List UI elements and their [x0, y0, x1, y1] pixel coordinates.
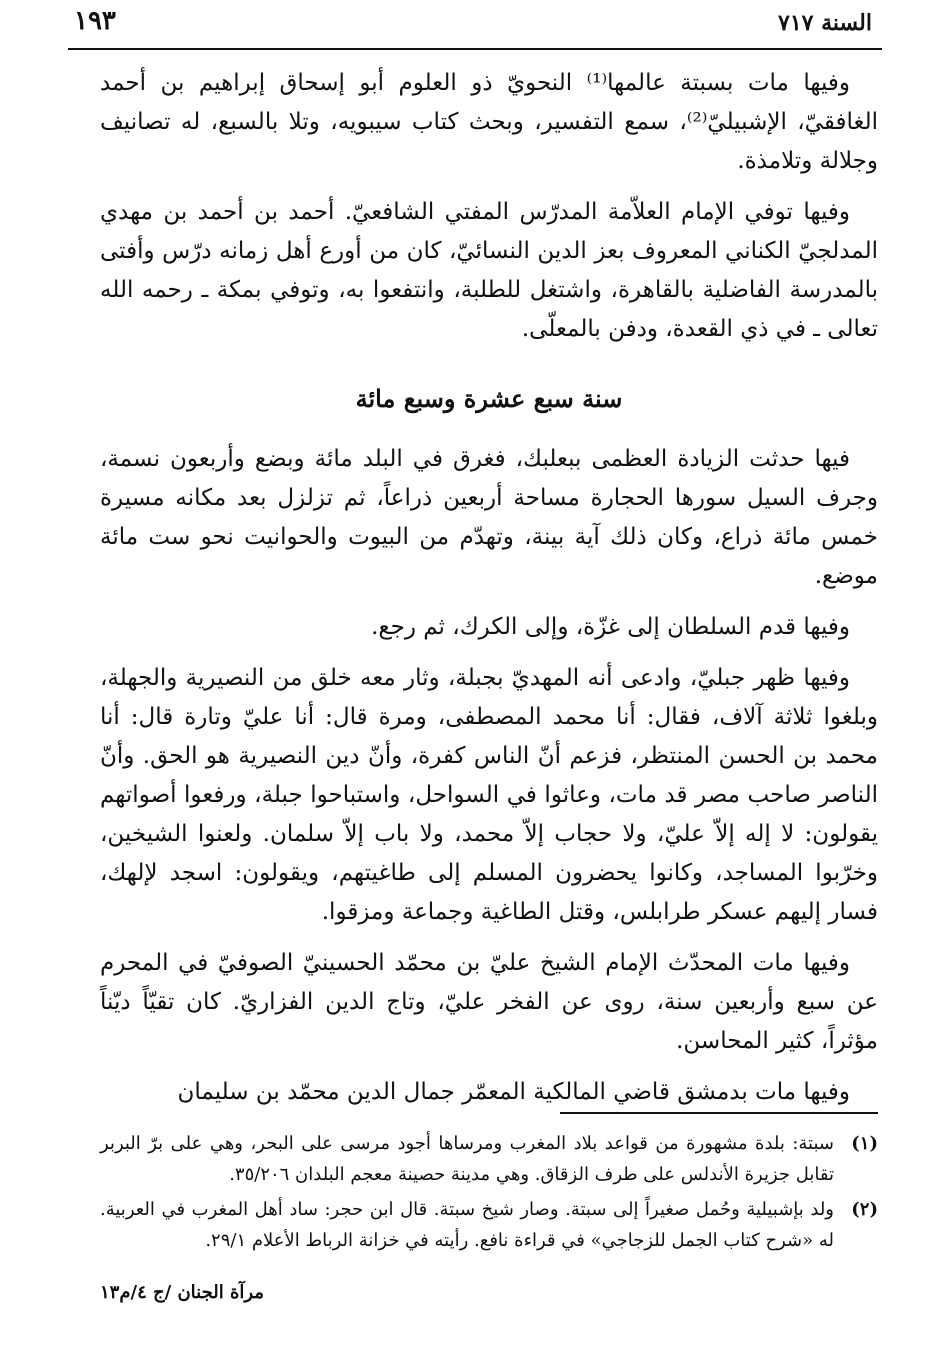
paragraph: وفيها مات المحدّث الإمام الشيخ عليّ بن محمّد الحسينيّ الصوفيّ في المحرم عن سبع وأربعين سنة، روى عن الفخر عليّ، وتاج الدين الفزاريّ. كان تقيّاً ديّناً مؤثراً، كثير المحاسن.: [100, 950, 878, 1054]
running-head-year: السنة ٧١٧: [778, 10, 872, 36]
footnotes: [100, 1128, 878, 1260]
footnote-text: سبتة: بلدة مشهورة من قواعد بلاد المغرب ومرساها أجود مرسى على البحر، وهي على برّ البربر تقابل جزيرة الأندلس على طرف الزقاق. وهي مدينة حصينة معجم البلدان ٣٥/٢٠٦.: [100, 1133, 834, 1185]
page-number: ١٩٣: [74, 6, 116, 36]
page-signature: مرآة الجنان /ج ٤/م١٣: [100, 1282, 264, 1303]
paragraph: وفيها مات بدمشق قاضي المالكية المعمّر جمال الدين محمّد بن سليمان: [177, 1079, 850, 1105]
footnote: [100, 1128, 878, 1190]
page-header: [68, 2, 882, 50]
footnote-text: ولد بإشبيلية وحُمل صغيراً إلى سبتة. وصار شيخ سبتة. قال ابن حجر: ساد أهل المغرب في العربية. له «شرح كتاب الجمل للزجاجي» في قراءة نافع. رأيته في خزانة الرباط الأعلام ٢٩/١.: [100, 1199, 834, 1251]
main-text: [100, 64, 878, 1124]
footnote-divider: [560, 1112, 878, 1114]
paragraph: وفيها توفي الإمام العلاّمة المدرّس المفتي الشافعيّ. أحمد بن أحمد بن مهدي المدلجيّ الكناني المعروف بعز الدين النسائيّ، كان من أورع أهل زمانه درّس وأفتى بالمدرسة الفاضلية بالقاهرة، واشتغل للطلبة، وانتفعوا به، وتوفي بمكة ـ رحمه الله تعالى ـ في ذي القعدة، ودفن بالمعلّى.: [100, 199, 878, 342]
footnote: [100, 1194, 878, 1256]
paragraph: وفيها مات بسبتة عالمها⁽¹⁾ النحويّ ذو العلوم أبو إسحاق إبراهيم بن أحمد الغافقيّ، الإشبيليّ⁽²⁾، سمع التفسير، وبحث كتاب سيبويه، وتلا بالسبع، له تصانيف وجلالة وتلامذة.: [100, 70, 878, 174]
paragraph: وفيها ظهر جبليّ، وادعى أنه المهديّ بجبلة، وثار معه خلق من النصيرية والجهلة، وبلغوا ثلاثة آلاف، فقال: أنا محمد المصطفى، ومرة قال: أنا عليّ وتارة قال: أنا محمد بن الحسن المنتظر، فزعم أنّ الناس كفرة، وأنّ دين النصيرية هو الحق. وأنّ الناصر صاحب مصر قد مات، وعاثوا في السواحل، واستباحوا جبلة، ورفعوا أصواتهم يقولون: لا إله إلاّ عليّ، ولا حجاب إلاّ محمد، ولا باب إلاّ سلمان. ولعنوا الشيخين، وخرّبوا المساجد، وكانوا يحضرون المسلم إلى طاغيتهم، ويقولون: اسجد لإلهك، فسار إليهم عسكر طرابلس، وقتل الطاغية وجماعة ومزقوا.: [100, 665, 878, 925]
section-title: سنة سبع عشرة وسبع مائة: [355, 384, 623, 413]
paragraph: فيها حدثت الزيادة العظمى ببعلبك، فغرق في البلد مائة وبضع وأربعون نسمة، وجرف السيل سورها الحجارة مساحة أربعين ذراعاً، ثم تزلزل بعد مكانه مسيرة خمس مائة ذراع، وكان ذلك آية بينة، وتهدّم من البيوت والحوانيت نحو ست مائة موضع.: [100, 446, 878, 589]
footnote-number: (١): [851, 1133, 878, 1154]
footnote-number: (٢): [851, 1199, 878, 1220]
paragraph: وفيها قدم السلطان إلى غزّة، وإلى الكرك، ثم رجع.: [371, 614, 850, 640]
